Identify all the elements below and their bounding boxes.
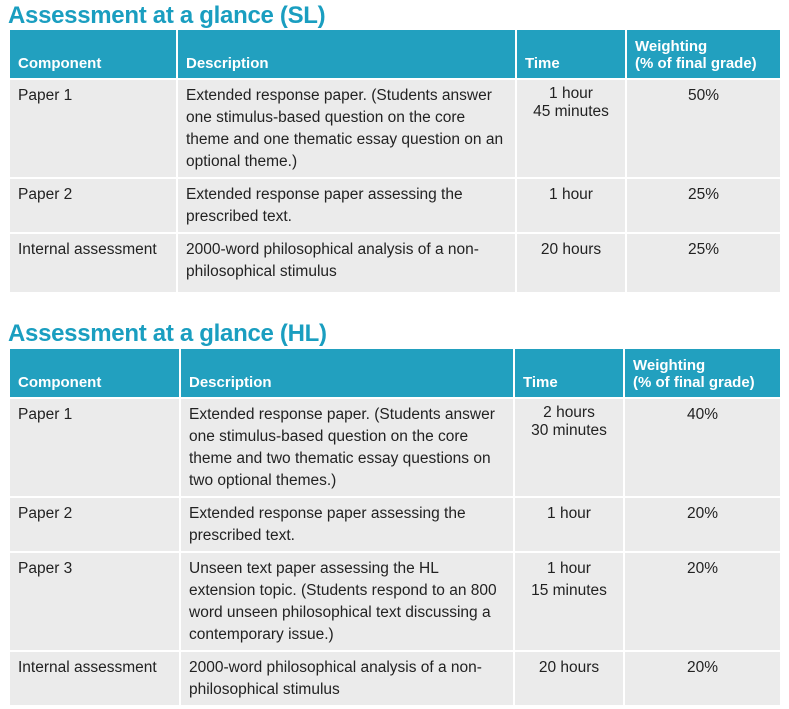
- header-row: [10, 30, 780, 78]
- row-time: [515, 551, 623, 650]
- table-row: [10, 78, 780, 177]
- row-time-line1: 1 hour: [547, 560, 591, 577]
- header-description: Description: [181, 349, 513, 397]
- table-row: [10, 177, 780, 232]
- row-component: Paper 3: [10, 551, 179, 650]
- row-time-line1: 1 hour: [547, 505, 591, 522]
- row-description: Unseen text paper assessing the HL extension topic. (Students respond to an 800 word unseen philosophical text discussing a contemporary issue.): [181, 551, 513, 650]
- table-row: [10, 650, 780, 705]
- row-time-line1: 2 hours: [543, 404, 595, 421]
- row-description: Extended response paper. (Students answer one stimulus-based question on the core theme and one thematic essay question on an optional theme.): [178, 78, 515, 177]
- row-component: Paper 1: [10, 78, 176, 177]
- row-component: Paper 2: [10, 496, 179, 551]
- header-time: Time: [517, 30, 625, 78]
- row-time-line2: 45 minutes: [533, 103, 609, 120]
- header-row: [10, 349, 780, 397]
- row-component: Internal assessment: [10, 232, 176, 292]
- header-weighting-line2: (% of final grade): [635, 55, 757, 72]
- header-component: Component: [10, 30, 176, 78]
- row-time-line1: 1 hour: [549, 85, 593, 102]
- sl-title: Assessment at a glance (SL): [8, 2, 326, 29]
- row-description: Extended response paper assessing the prescribed text.: [181, 496, 513, 551]
- row-time: [515, 496, 623, 551]
- sl-assessment-table: [8, 30, 782, 292]
- row-time-line1: 20 hours: [538, 659, 600, 676]
- row-description: Extended response paper assessing the prescribed text.: [178, 177, 515, 232]
- row-weighting: 50%: [627, 78, 780, 177]
- row-component: Paper 1: [10, 397, 179, 496]
- header-weighting: [627, 30, 780, 78]
- row-component: Internal assessment: [10, 650, 179, 705]
- row-time-line2: 15 minutes: [531, 582, 607, 599]
- row-weighting: 25%: [627, 177, 780, 232]
- table-row: [10, 496, 780, 551]
- row-weighting: 20%: [625, 551, 780, 650]
- row-time: [515, 650, 623, 705]
- row-time-line2: 30 minutes: [531, 422, 607, 439]
- row-time: [517, 177, 625, 232]
- row-time-line1: 1 hour: [549, 186, 593, 203]
- row-time: [517, 232, 625, 292]
- row-time-line1: 20 hours: [540, 241, 602, 258]
- table-row: [10, 397, 780, 496]
- row-weighting: 20%: [625, 496, 780, 551]
- table-row: [10, 551, 780, 650]
- row-time: [517, 78, 625, 177]
- header-time: Time: [515, 349, 623, 397]
- row-weighting: 25%: [627, 232, 780, 292]
- header-weighting-line1: Weighting: [635, 38, 708, 55]
- hl-title: Assessment at a glance (HL): [8, 320, 327, 347]
- header-component: Component: [10, 349, 179, 397]
- header-description: Description: [178, 30, 515, 78]
- hl-assessment-table: [8, 349, 782, 705]
- header-weighting: [625, 349, 780, 397]
- header-weighting-line2: (% of final grade): [633, 374, 755, 391]
- row-weighting: 20%: [625, 650, 780, 705]
- table-row: [10, 232, 780, 292]
- row-description: Extended response paper. (Students answer one stimulus-based question on the core theme and two thematic essay questions on two optional themes.): [181, 397, 513, 496]
- row-weighting: 40%: [625, 397, 780, 496]
- header-weighting-line1: Weighting: [633, 357, 706, 374]
- row-time: [515, 397, 623, 496]
- row-component: Paper 2: [10, 177, 176, 232]
- row-description: 2000-word philosophical analysis of a non-philosophical stimulus: [178, 232, 515, 292]
- row-description: 2000-word philosophical analysis of a non-philosophical stimulus: [181, 650, 513, 705]
